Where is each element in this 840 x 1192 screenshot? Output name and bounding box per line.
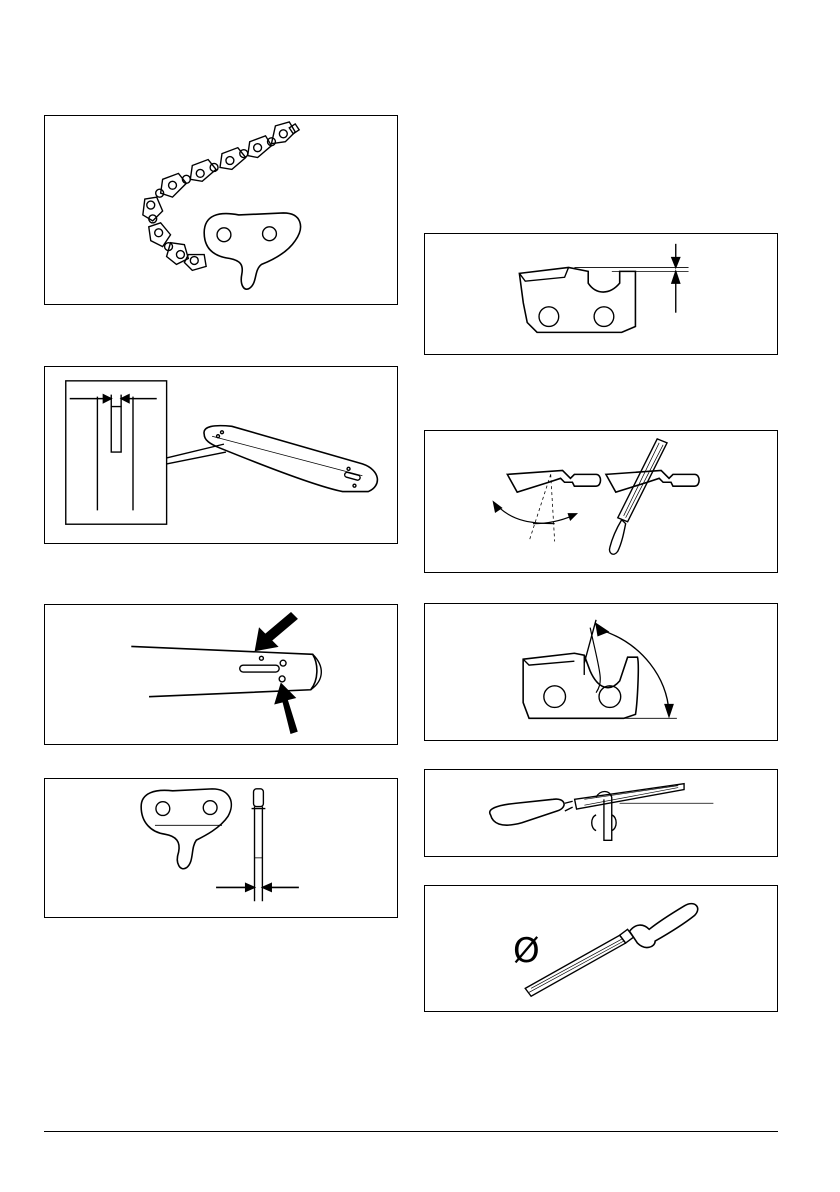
figure-guide-bar-oil-holes xyxy=(44,604,398,745)
cutter-top-plate-illustration xyxy=(425,604,777,740)
figure-round-file-diameter xyxy=(424,885,778,1012)
footer-divider xyxy=(44,1131,778,1132)
round-file-illustration xyxy=(425,886,777,1011)
figure-drive-link-thickness xyxy=(44,778,398,918)
file-holder-illustration xyxy=(425,770,777,856)
saw-chain-illustration xyxy=(45,116,397,304)
figure-saw-chain xyxy=(44,115,398,305)
figure-depth-gauge xyxy=(424,233,778,355)
chain-links xyxy=(143,122,299,270)
guide-bar-oil-holes-illustration xyxy=(45,605,397,744)
drive-link xyxy=(204,213,300,289)
drive-link-thickness-illustration xyxy=(45,779,397,917)
cutter-filing-angle-illustration xyxy=(425,431,777,572)
figure-guide-bar-groove xyxy=(44,366,398,544)
depth-gauge-illustration xyxy=(425,234,777,354)
arrow-icon xyxy=(256,613,297,650)
diameter-symbol: Ø xyxy=(513,931,540,971)
figure-cutter-top-plate-angle xyxy=(424,603,778,741)
figure-file-holder xyxy=(424,769,778,857)
guide-bar-groove-illustration xyxy=(45,367,397,543)
figure-cutter-filing-angle xyxy=(424,430,778,573)
